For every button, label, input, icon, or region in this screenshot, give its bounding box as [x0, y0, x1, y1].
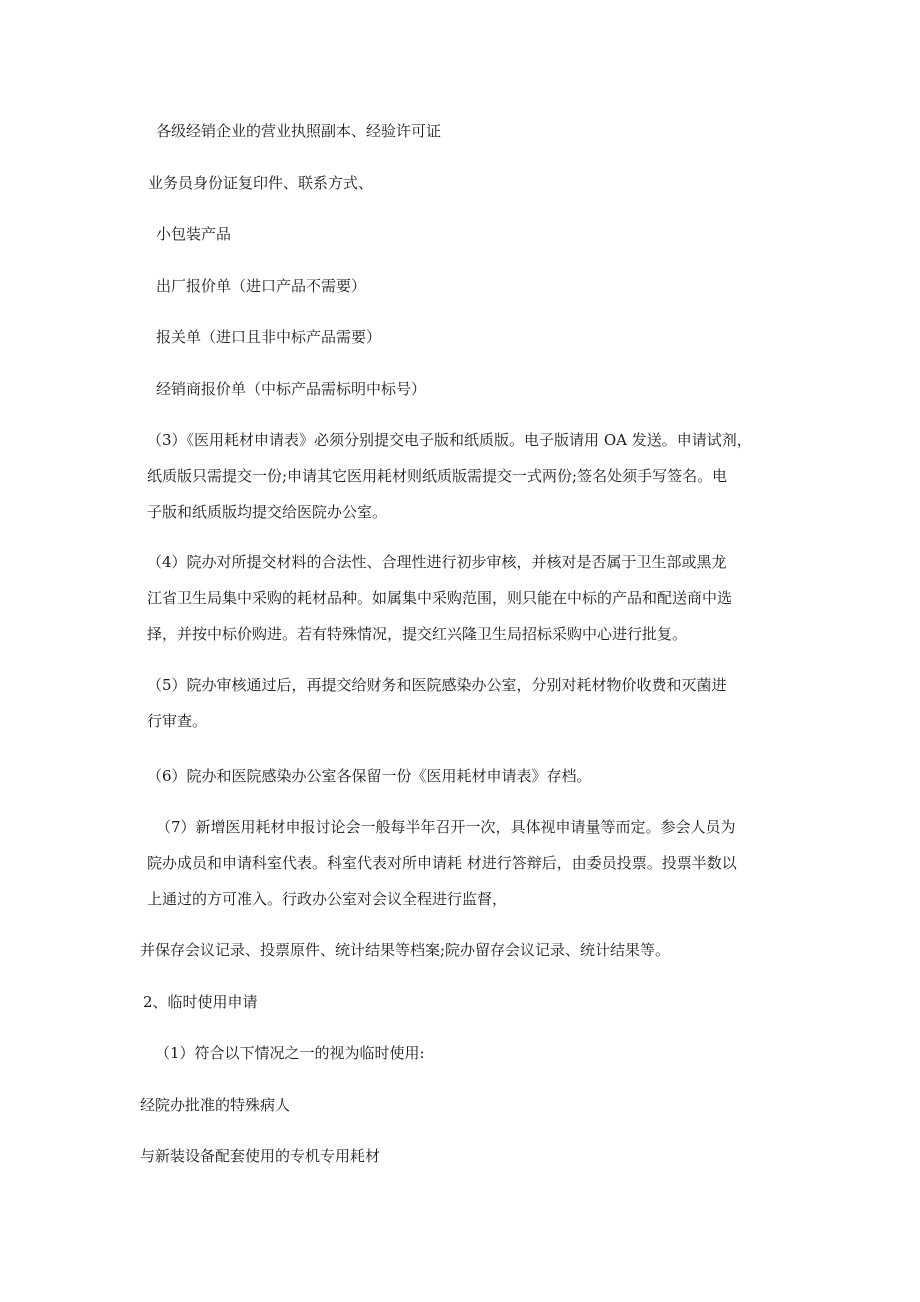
section-2-subheading: （1）符合以下情况之一的视为临时使用: [155, 1044, 425, 1062]
list-item-customs-form: 报关单（进口且非中标产品需要） [156, 328, 382, 346]
list-item-factory-quote: 出厂报价单（进口产品不需要） [156, 277, 367, 295]
paragraph-line: 行审查。 [147, 712, 208, 730]
paragraph-6: （6）院办和医院感染办公室各保留一份《医用耗材申请表》存档。 [147, 767, 592, 785]
list-item-dealer-quote: 经销商报价单（中标产品需标明中标号） [156, 380, 427, 398]
paragraph-line: （5）院办审核通过后，再提交给财务和医院感染办公室，分别对耗材物价收费和灭菌进 [147, 676, 727, 694]
paragraph-line: 上通过的方可准入。行政办公室对会议全程进行监督， [147, 890, 508, 908]
paragraph-line: 子版和纸质版均提交给医院办公室。 [147, 503, 388, 521]
paragraph-line: 择，并按中标价购进。若有特殊情况，提交红兴隆卫生局招标采购中心进行批复。 [147, 625, 688, 643]
section-2-heading: 2、临时使用申请 [143, 993, 258, 1011]
paragraph-5 [147, 667, 727, 739]
paragraph-line: 江省卫生局集中采购的耗材品种。如属集中采购范围，则只能在中标的产品和配送商中选 [147, 589, 733, 607]
section-2-item-special-patient: 经院办批准的特殊病人 [140, 1096, 291, 1114]
list-item-salesperson-id: 业务员身份证复印件、联系方式、 [148, 174, 374, 192]
list-item-small-package: 小包装产品 [156, 225, 232, 243]
paragraph-archive: 并保存会议记录、投票原件、统计结果等档案;院办留存会议记录、统计结果等。 [140, 941, 671, 959]
paragraph-line: 院办成员和申请科室代表。科室代表对所申请耗 材进行答辩后，由委员投票。投票半数以 [147, 854, 737, 872]
paragraph-4 [147, 544, 732, 652]
paragraph-line: （3）《医用耗材申请表》必须分别提交电子版和纸质版。电子版请用 OA 发送。申请试剂， [147, 431, 752, 449]
paragraph-3 [147, 422, 752, 530]
paragraph-line: 纸质版只需提交一份;申请其它医用耗材则纸质版需提交一式两份;签名处须手写签名。电 [147, 467, 728, 485]
paragraph-line: （7）新增医用耗材申报讨论会一般每半年召开一次，具体视申请量等而定。参会人员为 [156, 818, 736, 836]
paragraph-7 [147, 809, 737, 917]
section-2-item-dedicated-consumables: 与新装设备配套使用的专机专用耗材 [140, 1147, 381, 1165]
list-item-business-license: 各级经销企业的营业执照副本、经验许可证 [156, 122, 442, 140]
paragraph-line: （4）院办对所提交材料的合法性、合理性进行初步审核，并核对是否属于卫生部或黑龙 [147, 553, 727, 571]
